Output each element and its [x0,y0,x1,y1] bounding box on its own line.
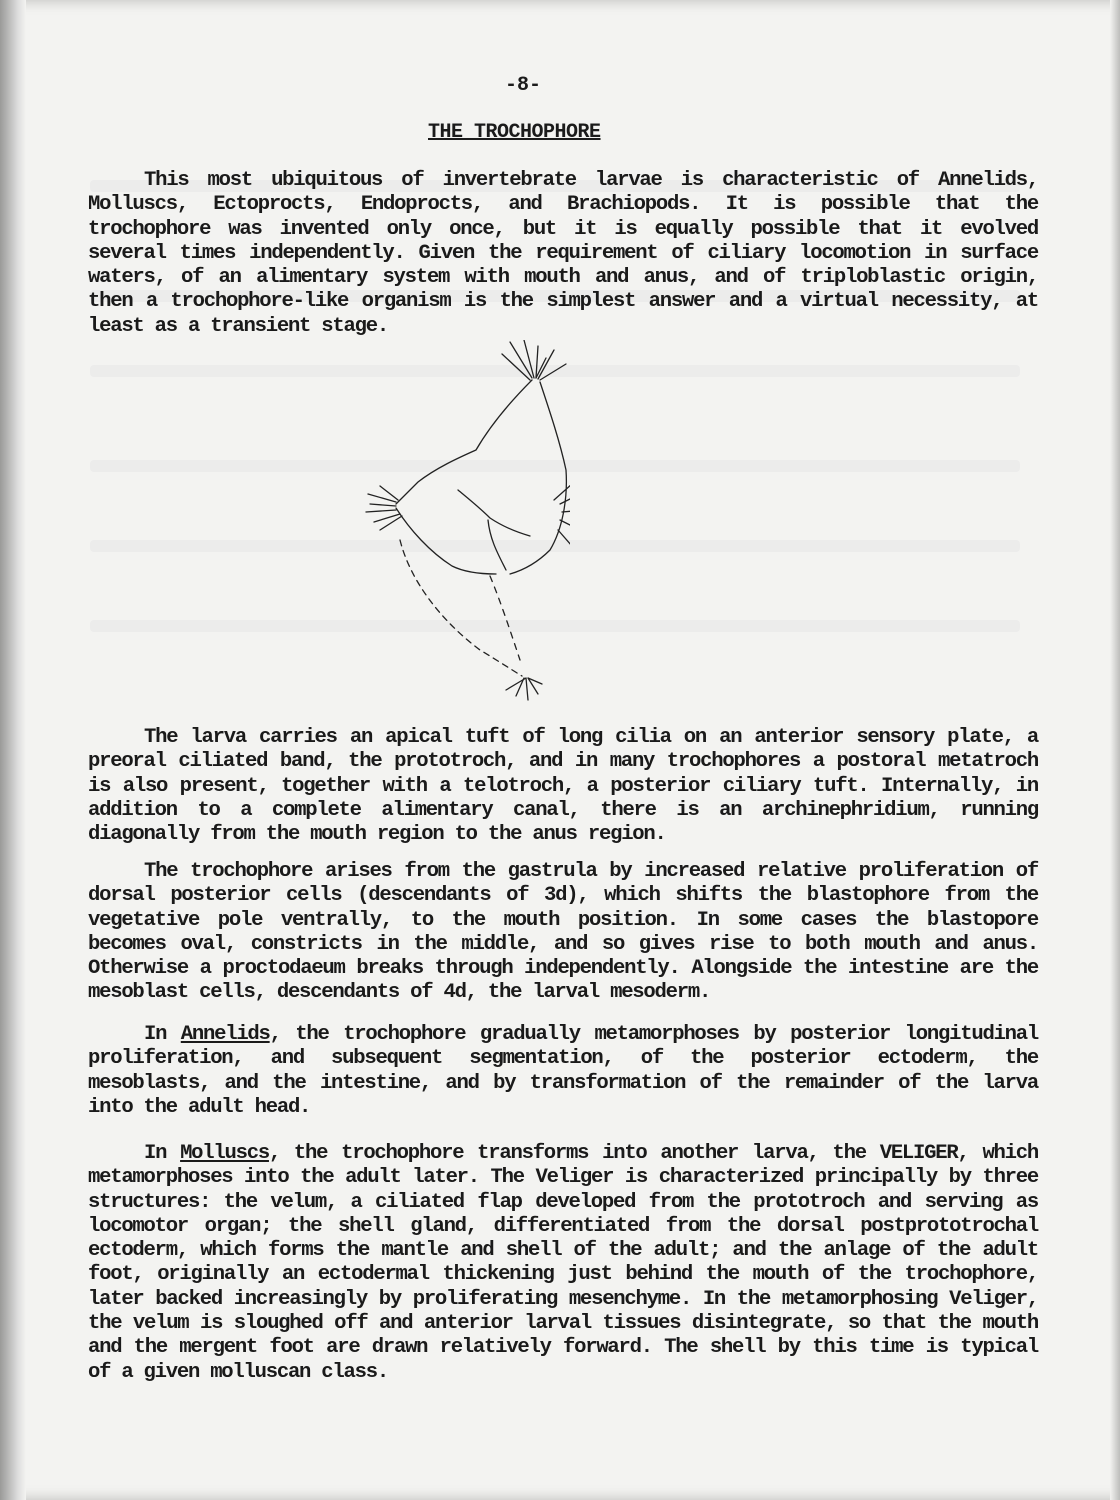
paragraph-intro: This most ubiquitous of invertebrate larvae is characteristic of Annelids, Molluscs, Ectoprocts, Endoprocts, and Brachiopods. It is possible that the trochophore was invented only once, but it is equally possible that it evolved several times independently. Given the requirement of ciliary locomotion in surface waters, of an alimentary system with mouth and anus, and of triploblastic origin, then a trochophore-like organism is the simplest answer and a virtual necessity, at least as a transient stage. [88,169,1038,338]
paragraph-lead: In [144,1023,181,1046]
paragraph-larva: The larva carries an apical tuft of long cilia on an anterior sensory plate, a preoral ciliated band, the prototroch, and in many trochophores a postoral metatroch is also present, together with a telotroch, a posterior ciliary tuft. Internally, in addition to a complete alimentary canal, there is an archinephridium, running diagonally from the mouth region to the anus region. [88,726,1038,847]
paragraph-body: , the trochophore gradually metamorphoses by posterior longitudinal proliferation, and subsequent segmentation, of the posterior ectoderm, the mesoblasts, and the intestine, and by transformation of the remainder of the larva into the adult head. [88,1023,1038,1119]
page-title: THE TROCHOPHORE [428,121,601,144]
page-number: -8- [505,74,542,97]
paragraph-annelids [88,1023,1038,1120]
page-edge-shadow [1110,0,1120,1500]
paragraph-lead: In [144,1142,181,1165]
paragraph-origin: The trochophore arises from the gastrula by increased relative proliferation of dorsal posterior cells (descendants of 3d), which shifts the blastophore from the vegetative pole ventrally, to the mouth position. In some cases the blastopore becomes oval, constricts in the middle, and so gives rise to both mouth and anus. Otherwise a proctodaeum breaks through independently. Alongside the intestine are the mesoblast cells, descendants of 4d, the larval mesoderm. [88,860,1038,1005]
term-molluscs: Molluscs [180,1142,269,1165]
term-annelids: Annelids [180,1023,270,1046]
trochophore-sketch-icon [340,340,570,710]
paragraph-molluscs [88,1142,1038,1385]
page-binding-shadow [0,0,26,1500]
paragraph-body: , the trochophore transforms into another larva, the VELIGER, which metamorphoses into the adult later. The Veliger is characterized principally by three structures: the velum, a ciliated flap developed from the prototroch and serving as locomotor organ; the shell gland, differentiated from the dorsal postprototrochal ectoderm, which forms the mantle and shell of the adult; and the anlage of the adult foot, originally an ectodermal thickening just behind the mouth of the trochophore, later backed increasingly by proliferating mesenchyme. In the metamorphosing Veliger, the velum is sloughed off and anterior larval tissues disintegrate, so that the mouth and the mergent foot are drawn relatively forward. The shell by this time is typical of a given molluscan class. [88,1142,1038,1384]
